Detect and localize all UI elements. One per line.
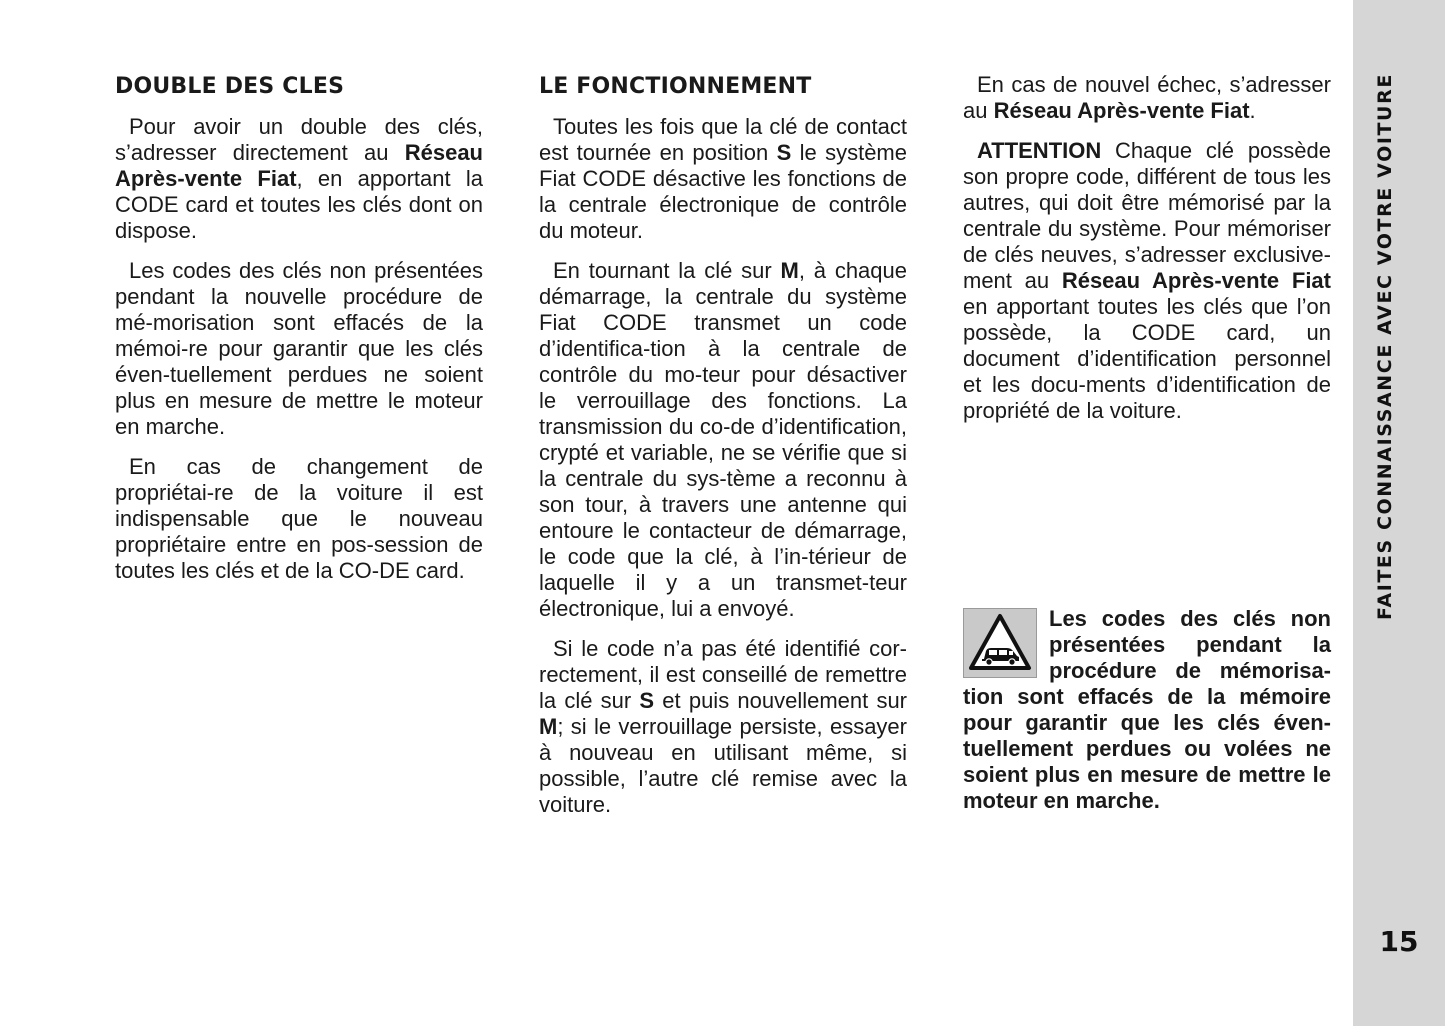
paragraph: Si le code n’a pas été identifié cor-rectement, il est conseillé de remettre la clé sur S et puis nouvellement sur M; si le verrouillage persiste, essayer à nouveau en utilisant même, si possible, l’autre clé remise avec la voiture.	[539, 636, 908, 817]
paragraph: En cas de changement de propriétai-re de la voiture il est indispensable que le nouveau propriétaire entre en pos-session de toutes les clés et de la CO-DE card.	[115, 454, 483, 583]
column-le-fonctionnement	[539, 72, 907, 832]
paragraph: Toutes les fois que la clé de contact est tournée en position S le système Fiat CODE désactive les fonctions de la centrale électronique de contrôle du moteur.	[539, 114, 907, 243]
car-warning-icon	[963, 608, 1037, 678]
page-number: 15	[1379, 925, 1419, 958]
column-double-des-cles	[115, 72, 483, 598]
column-attention	[963, 72, 1331, 438]
paragraph: En tournant la clé sur M, à chaque démarrage, la centrale du système Fiat CODE transmet un code d’identifica-tion à la centrale de contrôle du mo-teur pour désactiver le verrouillage des fonctions. La transmission du co-de d’identification, crypté et variable, ne se vérifie que si la centrale du sys-tème a reconnu à son tour, à travers une antenne qui entoure le contacteur de démarrage, le code que la clé, à l’in-térieur de laquelle il y a un transmet-teur électronique, lui a envoyé.	[539, 258, 907, 621]
section-heading-double-des-cles: DOUBLE DES CLES	[115, 74, 345, 99]
attention-paragraph: ATTENTION Chaque clé possède son propre code, différent de tous les autres, qui doit être mémorisé par la centrale du système. Pour mémoriser de clés neuves, s’adresser exclusive-ment au Réseau Après-vente Fiat en apportant toutes les clés que l’on possède, la CODE card, un document d’identification personnel et les docu-ments d’identification de propriété de la voiture.	[963, 138, 1331, 423]
paragraph: En cas de nouvel échec, s’adresser au Réseau Après-vente Fiat.	[963, 72, 1331, 123]
paragraph: Pour avoir un double des clés, s’adresser directement au Réseau Après-vente Fiat, en apportant la CODE card et toutes les clés dont on dispose.	[115, 114, 483, 243]
section-heading-le-fonctionnement: LE FONCTIONNEMENT	[539, 74, 812, 99]
sidebar-tab	[1353, 0, 1445, 1026]
chapter-title: FAITES CONNAISSANCE AVEC VOTRE VOITURE	[1374, 73, 1396, 620]
warning-block	[963, 606, 1331, 814]
paragraph: Les codes des clés non présentées pendant la nouvelle procédure de mé-morisation sont effacés de la mémoi-re pour garantir que les clés éven-tuellement perdues ne soient plus en mesure de mettre le moteur en marche.	[115, 258, 483, 439]
warning-text: Les codes des clés non présentées pendant la procédure de mémorisa-tion sont effacés de la mémoire pour garantir que les clés éven-tuellement perdues ou volées ne soient plus en mesure de mettre le moteur en marche.	[963, 606, 1331, 813]
